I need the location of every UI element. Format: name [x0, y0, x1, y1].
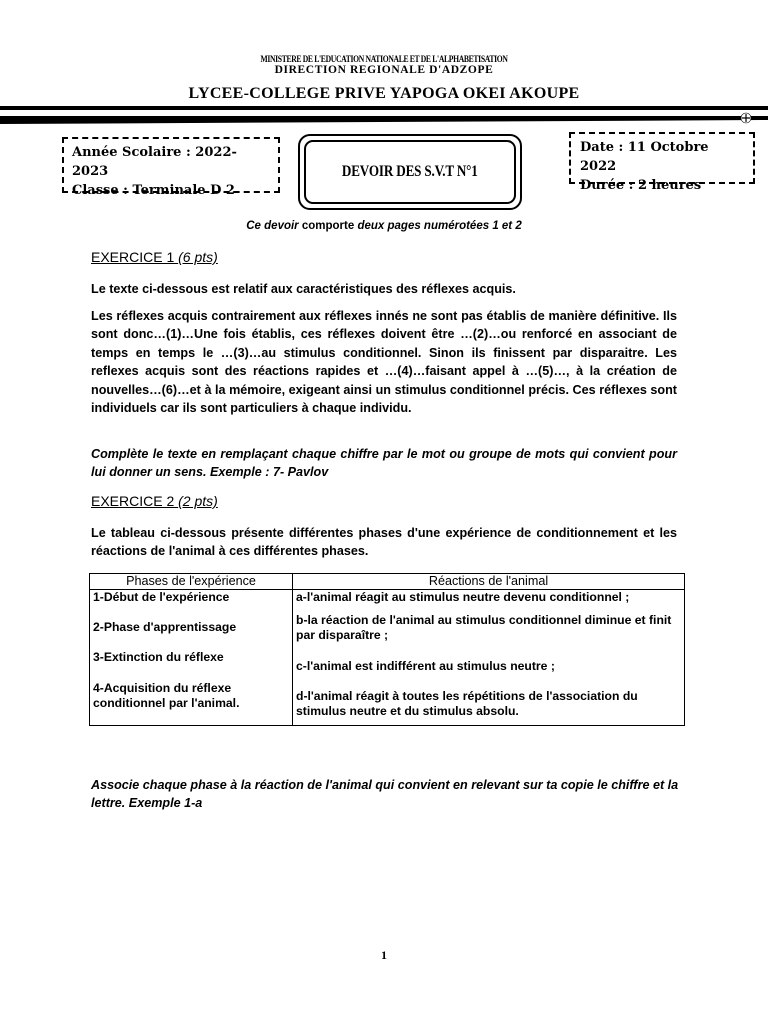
table-header-row — [90, 574, 685, 590]
pages-note-c: deux pages numérotées 1 et 2 — [357, 220, 522, 232]
header-banner — [0, 103, 768, 125]
date-duration-box — [569, 132, 755, 193]
header-reactions: Réactions de l'animal — [293, 574, 685, 590]
reaction-d: d-l'animal réagit à toutes les répétitions de l'association du stimulus neutre et du stimulus absolu. — [296, 688, 638, 719]
phase-2: 2-Phase d'apprentissage — [93, 620, 237, 635]
page-number: 1 — [381, 948, 387, 962]
ministry-header: MINISTERE DE L'EDUCATION NATIONALE ET DE L'ALPHABETISATION — [260, 54, 508, 64]
school-year: Année Scolaire : 2022-2023 — [72, 145, 237, 179]
exercise1-instruction: Complète le texte en remplaçant chaque chiffre par le mot ou groupe de mots qui convient pour lui donner un sens. Exemple : 7- Pavlov — [91, 447, 677, 480]
exam-duration: Durée : 2 heures — [580, 178, 702, 193]
phase-4: 4-Acquisition du réflexe conditionnel par l'animal. — [93, 680, 240, 710]
header-phases: Phases de l'expérience — [90, 574, 293, 590]
pages-note — [0, 220, 768, 232]
phase-1: 1-Début de l'expérience — [93, 590, 230, 604]
table-row — [90, 590, 685, 726]
reactions-cell — [293, 590, 685, 726]
exercise2-title: EXERCICE 2 (2 pts) — [91, 493, 218, 509]
exercise2-points: (2 pts) — [178, 493, 218, 509]
reaction-c: c-l'animal est indifférent au stimulus neutre ; — [296, 658, 555, 673]
exercise2-intro: Le tableau ci-dessous présente différentes phases d'une expérience de conditionnement et les réactions de l'animal à ces différentes phases. — [91, 526, 677, 559]
pages-note-a: Ce devoir — [246, 220, 299, 232]
exercise1-points: (6 pts) — [178, 249, 218, 265]
exercise1-heading — [91, 249, 218, 265]
reaction-a: a-l'animal réagit au stimulus neutre devenu conditionnel ; — [296, 590, 630, 604]
exercise1-intro: Le texte ci-dessous est relatif aux caractéristiques des réflexes acquis. — [91, 282, 516, 296]
exercise2-instruction: Associe chaque phase à la réaction de l'animal qui convient en relevant sur ta copie le chiffre et la lettre. Exemple 1-a — [91, 778, 679, 811]
phase-3: 3-Extinction du réflexe — [93, 650, 224, 665]
pages-note-b: comporte — [298, 220, 358, 232]
exam-title-frame — [304, 140, 516, 204]
exercise2-heading — [91, 493, 218, 509]
regional-direction: DIRECTION REGIONALE D'ADZOPE — [274, 64, 494, 76]
phases-cell — [90, 590, 293, 726]
reaction-b: b-la réaction de l'animal au stimulus conditionnel diminue et finit par disparaître ; — [296, 613, 672, 643]
school-year-class-box — [62, 137, 280, 198]
exercise1-title: EXERCICE 1 (6 pts) — [91, 249, 218, 265]
exam-title-box — [298, 134, 522, 210]
school-name: LYCEE-COLLEGE PRIVE YAPOGA OKEI AKOUPE — [188, 85, 580, 102]
exercise1-text: Les réflexes acquis contrairement aux réflexes innés ne sont pas établis de manière définitive. Ils sont donc…(1)…Une fois établis, ces réflexes doivent être …(2)…ou renforcé en associant de temps en temps le …(3)…au stimulus conditionnel. Sinon ils finissent par disparaitre. Les reflexes acquis sont des réactions rapides et …(4)…faisant appel à …(5)…, à la création de nouvelles…(6)…et à la mémoire, exigeant ainsi un stimulus conditionnel précis. Ces réflexes sont individuels car ils sont particuliers à chaque individu. — [91, 309, 677, 416]
exam-date: Date : 11 Octobre 2022 — [580, 140, 709, 174]
phases-reactions-table — [89, 573, 685, 726]
exam-title: DEVOIR DES S.V.T N°1 — [342, 163, 478, 180]
class-name: Classe : Terminale D 2 — [72, 183, 235, 198]
